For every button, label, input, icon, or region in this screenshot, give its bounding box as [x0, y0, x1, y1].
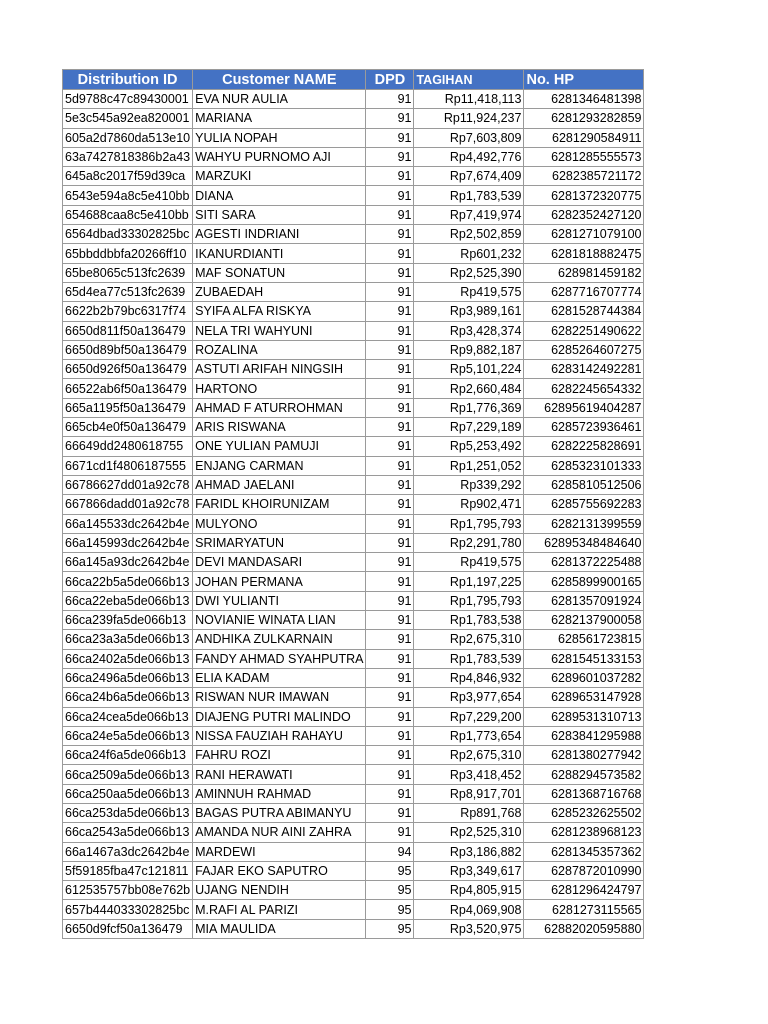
cell-customer-name[interactable]: SYIFA ALFA RISKYA [193, 302, 366, 321]
cell-dpd[interactable]: 95 [366, 900, 414, 919]
cell-tagihan[interactable]: Rp419,575 [414, 553, 524, 572]
table-row [63, 244, 644, 263]
cell-dpd[interactable]: 91 [366, 360, 414, 379]
cell-dpd[interactable]: 91 [366, 495, 414, 514]
cell-dpd[interactable]: 91 [366, 533, 414, 552]
cell-no-hp[interactable]: 6281528744384 [524, 302, 644, 321]
cell-tagihan[interactable]: Rp3,418,452 [414, 765, 524, 784]
table-row [63, 360, 644, 379]
cell-tagihan[interactable]: Rp1,776,369 [414, 398, 524, 417]
cell-no-hp[interactable]: 6282137900058 [524, 611, 644, 630]
cell-customer-name[interactable]: AHMAD F ATURROHMAN [193, 398, 366, 417]
cell-customer-name[interactable]: HARTONO [193, 379, 366, 398]
cell-distribution-id[interactable]: 605a2d7860da513e10 [63, 128, 193, 147]
cell-no-hp[interactable]: 6281293282859 [524, 109, 644, 128]
header-dpd[interactable]: DPD [366, 70, 414, 90]
table-row [63, 803, 644, 822]
cell-tagihan[interactable]: Rp601,232 [414, 244, 524, 263]
header-customer-name[interactable]: Customer NAME [193, 70, 366, 90]
cell-dpd[interactable]: 95 [366, 919, 414, 938]
cell-customer-name[interactable]: BAGAS PUTRA ABIMANYU [193, 803, 366, 822]
cell-no-hp[interactable]: 6289531310713 [524, 707, 644, 726]
table-row [63, 919, 644, 938]
cell-customer-name[interactable]: MARZUKI [193, 167, 366, 186]
cell-customer-name[interactable]: ROZALINA [193, 340, 366, 359]
cell-customer-name[interactable]: MULYONO [193, 514, 366, 533]
cell-tagihan[interactable]: Rp419,575 [414, 282, 524, 301]
cell-customer-name[interactable]: UJANG NENDIH [193, 881, 366, 900]
cell-distribution-id[interactable]: 66ca22b5a5de066b13 [63, 572, 193, 591]
cell-no-hp[interactable]: 6285810512506 [524, 475, 644, 494]
cell-no-hp[interactable]: 62895348484640 [524, 533, 644, 552]
table-row [63, 611, 644, 630]
cell-dpd[interactable]: 95 [366, 861, 414, 880]
cell-no-hp[interactable]: 6285264607275 [524, 340, 644, 359]
cell-dpd[interactable]: 95 [366, 881, 414, 900]
cell-distribution-id[interactable]: 66ca24b6a5de066b13 [63, 688, 193, 707]
cell-dpd[interactable]: 91 [366, 109, 414, 128]
table-row [63, 379, 644, 398]
table-row [63, 282, 644, 301]
cell-dpd[interactable]: 91 [366, 302, 414, 321]
table-row [63, 688, 644, 707]
cell-customer-name[interactable]: SITI SARA [193, 205, 366, 224]
cell-no-hp[interactable]: 6281545133153 [524, 649, 644, 668]
table-row [63, 630, 644, 649]
cell-distribution-id[interactable]: 66ca22eba5de066b13 [63, 591, 193, 610]
cell-no-hp[interactable]: 6289653147928 [524, 688, 644, 707]
table-row [63, 553, 644, 572]
cell-no-hp[interactable]: 6282245654332 [524, 379, 644, 398]
cell-tagihan[interactable]: Rp2,675,310 [414, 746, 524, 765]
cell-no-hp[interactable]: 6281357091924 [524, 591, 644, 610]
cell-distribution-id[interactable]: 6564dbad33302825bc [63, 225, 193, 244]
cell-tagihan[interactable]: Rp3,520,975 [414, 919, 524, 938]
cell-distribution-id[interactable]: 65d4ea77c513fc2639 [63, 282, 193, 301]
cell-distribution-id[interactable]: 66ca23a3a5de066b13 [63, 630, 193, 649]
table-row [63, 225, 644, 244]
table-row [63, 109, 644, 128]
cell-distribution-id[interactable]: 66ca2496a5de066b13 [63, 668, 193, 687]
cell-no-hp[interactable]: 6287716707774 [524, 282, 644, 301]
cell-tagihan[interactable]: Rp3,989,161 [414, 302, 524, 321]
cell-customer-name[interactable]: DWI YULIANTI [193, 591, 366, 610]
cell-dpd[interactable]: 91 [366, 475, 414, 494]
cell-customer-name[interactable]: WAHYU PURNOMO AJI [193, 147, 366, 166]
cell-dpd[interactable]: 91 [366, 823, 414, 842]
cell-no-hp[interactable]: 628981459182 [524, 263, 644, 282]
cell-dpd[interactable]: 91 [366, 630, 414, 649]
table-row [63, 340, 644, 359]
cell-distribution-id[interactable]: 612535757bb08e762b [63, 881, 193, 900]
cell-tagihan[interactable]: Rp1,795,793 [414, 591, 524, 610]
cell-dpd[interactable]: 91 [366, 668, 414, 687]
cell-distribution-id[interactable]: 657b444033302825bc [63, 900, 193, 919]
table-row [63, 167, 644, 186]
cell-dpd[interactable]: 91 [366, 186, 414, 205]
cell-tagihan[interactable]: Rp7,229,200 [414, 707, 524, 726]
cell-dpd[interactable]: 94 [366, 842, 414, 861]
data-table [62, 69, 644, 939]
cell-customer-name[interactable]: MAF SONATUN [193, 263, 366, 282]
cell-distribution-id[interactable]: 65bbddbbfa20266ff10 [63, 244, 193, 263]
table-row [63, 90, 644, 109]
cell-customer-name[interactable]: NISSA FAUZIAH RAHAYU [193, 726, 366, 745]
cell-distribution-id[interactable]: 66ca2509a5de066b13 [63, 765, 193, 784]
cell-dpd[interactable]: 91 [366, 765, 414, 784]
table-row [63, 186, 644, 205]
cell-dpd[interactable]: 91 [366, 321, 414, 340]
cell-customer-name[interactable]: FAHRU ROZI [193, 746, 366, 765]
cell-dpd[interactable]: 91 [366, 553, 414, 572]
cell-dpd[interactable]: 91 [366, 147, 414, 166]
cell-distribution-id[interactable]: 6622b2b79bc6317f74 [63, 302, 193, 321]
cell-tagihan[interactable]: Rp3,977,654 [414, 688, 524, 707]
cell-no-hp[interactable]: 6282131399559 [524, 514, 644, 533]
cell-tagihan[interactable]: Rp9,882,187 [414, 340, 524, 359]
table-row [63, 823, 644, 842]
header-row [63, 70, 644, 90]
cell-dpd[interactable]: 91 [366, 398, 414, 417]
cell-tagihan[interactable]: Rp11,924,237 [414, 109, 524, 128]
cell-dpd[interactable]: 91 [366, 244, 414, 263]
cell-no-hp[interactable]: 6282385721172 [524, 167, 644, 186]
cell-no-hp[interactable]: 6289601037282 [524, 668, 644, 687]
cell-tagihan[interactable]: Rp1,251,052 [414, 456, 524, 475]
cell-tagihan[interactable]: Rp5,253,492 [414, 437, 524, 456]
cell-dpd[interactable]: 91 [366, 746, 414, 765]
table-row [63, 321, 644, 340]
table-row [63, 205, 644, 224]
cell-distribution-id[interactable]: 66ca2402a5de066b13 [63, 649, 193, 668]
table-row [63, 861, 644, 880]
cell-tagihan[interactable]: Rp7,229,189 [414, 418, 524, 437]
cell-dpd[interactable]: 91 [366, 379, 414, 398]
cell-distribution-id[interactable]: 66a145a93dc2642b4e [63, 553, 193, 572]
cell-distribution-id[interactable]: 6650d89bf50a136479 [63, 340, 193, 359]
cell-tagihan[interactable]: Rp4,069,908 [414, 900, 524, 919]
table-row [63, 437, 644, 456]
cell-distribution-id[interactable]: 6650d926f50a136479 [63, 360, 193, 379]
cell-no-hp[interactable]: 6285723936461 [524, 418, 644, 437]
table-row [63, 398, 644, 417]
cell-tagihan[interactable]: Rp339,292 [414, 475, 524, 494]
cell-customer-name[interactable]: JOHAN PERMANA [193, 572, 366, 591]
cell-distribution-id[interactable]: 66ca24e5a5de066b13 [63, 726, 193, 745]
cell-dpd[interactable]: 91 [366, 90, 414, 109]
header-no-hp[interactable]: No. HP [524, 70, 644, 90]
cell-distribution-id[interactable]: 66a145533dc2642b4e [63, 514, 193, 533]
cell-tagihan[interactable]: Rp2,291,780 [414, 533, 524, 552]
cell-no-hp[interactable]: 6281285555573 [524, 147, 644, 166]
cell-customer-name[interactable]: NELA TRI WAHYUNI [193, 321, 366, 340]
cell-no-hp[interactable]: 6282352427120 [524, 205, 644, 224]
cell-no-hp[interactable]: 62895619404287 [524, 398, 644, 417]
cell-dpd[interactable]: 91 [366, 803, 414, 822]
cell-dpd[interactable]: 91 [366, 437, 414, 456]
cell-no-hp[interactable]: 6283142492281 [524, 360, 644, 379]
cell-distribution-id[interactable]: 5e3c545a92ea820001 [63, 109, 193, 128]
cell-dpd[interactable]: 91 [366, 726, 414, 745]
cell-no-hp[interactable]: 6283841295988 [524, 726, 644, 745]
cell-tagihan[interactable]: Rp5,101,224 [414, 360, 524, 379]
cell-customer-name[interactable]: NOVIANIE WINATA LIAN [193, 611, 366, 630]
cell-dpd[interactable]: 91 [366, 205, 414, 224]
cell-customer-name[interactable]: YULIA NOPAH [193, 128, 366, 147]
table-row [63, 456, 644, 475]
table-row [63, 533, 644, 552]
table-row [63, 842, 644, 861]
table-row [63, 572, 644, 591]
header-distribution-id[interactable]: Distribution ID [63, 70, 193, 90]
cell-distribution-id[interactable]: 665a1195f50a136479 [63, 398, 193, 417]
cell-distribution-id[interactable]: 645a8c2017f59d39ca [63, 167, 193, 186]
cell-dpd[interactable]: 91 [366, 572, 414, 591]
cell-customer-name[interactable]: EVA NUR AULIA [193, 90, 366, 109]
cell-customer-name[interactable]: MARIANA [193, 109, 366, 128]
cell-no-hp[interactable]: 6281296424797 [524, 881, 644, 900]
cell-tagihan[interactable]: Rp1,197,225 [414, 572, 524, 591]
cell-no-hp[interactable]: 6288294573582 [524, 765, 644, 784]
cell-dpd[interactable]: 91 [366, 688, 414, 707]
cell-customer-name[interactable]: DIANA [193, 186, 366, 205]
cell-no-hp[interactable]: 6281346481398 [524, 90, 644, 109]
cell-no-hp[interactable]: 6282225828691 [524, 437, 644, 456]
cell-tagihan[interactable]: Rp2,525,390 [414, 263, 524, 282]
cell-distribution-id[interactable]: 66ca24cea5de066b13 [63, 707, 193, 726]
cell-dpd[interactable]: 91 [366, 225, 414, 244]
cell-dpd[interactable]: 91 [366, 282, 414, 301]
cell-dpd[interactable]: 91 [366, 167, 414, 186]
cell-no-hp[interactable]: 6281238968123 [524, 823, 644, 842]
cell-no-hp[interactable]: 6282251490622 [524, 321, 644, 340]
table-row [63, 302, 644, 321]
cell-tagihan[interactable]: Rp2,525,310 [414, 823, 524, 842]
table-row [63, 765, 644, 784]
cell-distribution-id[interactable]: 66ca250aa5de066b13 [63, 784, 193, 803]
cell-distribution-id[interactable]: 66a1467a3dc2642b4e [63, 842, 193, 861]
cell-no-hp[interactable]: 6281273115565 [524, 900, 644, 919]
cell-distribution-id[interactable]: 66ca239fa5de066b13 [63, 611, 193, 630]
cell-distribution-id[interactable]: 654688caa8c5e410bb [63, 205, 193, 224]
cell-dpd[interactable]: 91 [366, 611, 414, 630]
cell-customer-name[interactable]: RISWAN NUR IMAWAN [193, 688, 366, 707]
cell-dpd[interactable]: 91 [366, 707, 414, 726]
cell-distribution-id[interactable]: 63a7427818386b2a43 [63, 147, 193, 166]
cell-customer-name[interactable]: ARIS RISWANA [193, 418, 366, 437]
cell-customer-name[interactable]: M.RAFI AL PARIZI [193, 900, 366, 919]
cell-customer-name[interactable]: AMANDA NUR AINI ZAHRA [193, 823, 366, 842]
table-row [63, 475, 644, 494]
table-row [63, 514, 644, 533]
cell-dpd[interactable]: 91 [366, 128, 414, 147]
cell-customer-name[interactable]: DIAJENG PUTRI MALINDO [193, 707, 366, 726]
cell-tagihan[interactable]: Rp7,603,809 [414, 128, 524, 147]
header-tagihan[interactable]: TAGIHAN [414, 70, 524, 90]
cell-no-hp[interactable]: 6281345357362 [524, 842, 644, 861]
cell-tagihan[interactable]: Rp2,675,310 [414, 630, 524, 649]
cell-distribution-id[interactable]: 667866dadd01a92c78 [63, 495, 193, 514]
cell-customer-name[interactable]: ENJANG CARMAN [193, 456, 366, 475]
cell-distribution-id[interactable]: 66a145993dc2642b4e [63, 533, 193, 552]
table-row [63, 726, 644, 745]
cell-tagihan[interactable]: Rp2,502,859 [414, 225, 524, 244]
cell-customer-name[interactable]: AMINNUH RAHMAD [193, 784, 366, 803]
cell-customer-name[interactable]: MIA MAULIDA [193, 919, 366, 938]
cell-no-hp[interactable]: 6281380277942 [524, 746, 644, 765]
cell-customer-name[interactable]: MARDEWI [193, 842, 366, 861]
cell-customer-name[interactable]: ASTUTI ARIFAH NINGSIH [193, 360, 366, 379]
table-row [63, 649, 644, 668]
cell-tagihan[interactable]: Rp2,660,484 [414, 379, 524, 398]
cell-dpd[interactable]: 91 [366, 456, 414, 475]
cell-no-hp[interactable]: 6285232625502 [524, 803, 644, 822]
table-row [63, 418, 644, 437]
cell-tagihan[interactable]: Rp4,846,932 [414, 668, 524, 687]
cell-dpd[interactable]: 91 [366, 784, 414, 803]
cell-tagihan[interactable]: Rp1,773,654 [414, 726, 524, 745]
cell-distribution-id[interactable]: 6671cd1f4806187555 [63, 456, 193, 475]
cell-customer-name[interactable]: RANI HERAWATI [193, 765, 366, 784]
cell-no-hp[interactable]: 6281372320775 [524, 186, 644, 205]
table-row [63, 495, 644, 514]
cell-distribution-id[interactable]: 6650d9fcf50a136479 [63, 919, 193, 938]
cell-no-hp[interactable]: 62882020595880 [524, 919, 644, 938]
cell-distribution-id[interactable]: 66ca24f6a5de066b13 [63, 746, 193, 765]
cell-tagihan[interactable]: Rp3,186,882 [414, 842, 524, 861]
cell-tagihan[interactable]: Rp11,418,113 [414, 90, 524, 109]
table-row [63, 147, 644, 166]
cell-no-hp[interactable]: 6287872010990 [524, 861, 644, 880]
table-row [63, 746, 644, 765]
cell-customer-name[interactable]: AGESTI INDRIANI [193, 225, 366, 244]
cell-distribution-id[interactable]: 65be8065c513fc2639 [63, 263, 193, 282]
cell-no-hp[interactable]: 6285755692283 [524, 495, 644, 514]
cell-no-hp[interactable]: 6285323101333 [524, 456, 644, 475]
cell-distribution-id[interactable]: 66ca2543a5de066b13 [63, 823, 193, 842]
cell-customer-name[interactable]: ANDHIKA ZULKARNAIN [193, 630, 366, 649]
cell-distribution-id[interactable]: 665cb4e0f50a136479 [63, 418, 193, 437]
table-row [63, 128, 644, 147]
cell-tagihan[interactable]: Rp8,917,701 [414, 784, 524, 803]
cell-customer-name[interactable]: DEVI MANDASARI [193, 553, 366, 572]
table-row [63, 668, 644, 687]
cell-no-hp[interactable]: 6281368716768 [524, 784, 644, 803]
cell-distribution-id[interactable]: 66522ab6f50a136479 [63, 379, 193, 398]
cell-tagihan[interactable]: Rp3,428,374 [414, 321, 524, 340]
cell-customer-name[interactable]: AHMAD JAELANI [193, 475, 366, 494]
cell-no-hp[interactable]: 6285899900165 [524, 572, 644, 591]
table-row [63, 707, 644, 726]
cell-tagihan[interactable]: Rp1,783,539 [414, 649, 524, 668]
table-row [63, 881, 644, 900]
cell-no-hp[interactable]: 6281271079100 [524, 225, 644, 244]
cell-tagihan[interactable]: Rp3,349,617 [414, 861, 524, 880]
cell-dpd[interactable]: 91 [366, 514, 414, 533]
cell-no-hp[interactable]: 6281818882475 [524, 244, 644, 263]
cell-distribution-id[interactable]: 66649dd248061875​5 [63, 437, 193, 456]
table-row [63, 900, 644, 919]
cell-tagihan[interactable]: Rp7,419,974 [414, 205, 524, 224]
cell-distribution-id[interactable]: 66ca253da5de066b13 [63, 803, 193, 822]
cell-no-hp[interactable]: 6281372225488 [524, 553, 644, 572]
cell-dpd[interactable]: 91 [366, 263, 414, 282]
cell-customer-name[interactable]: IKANURDIANTI [193, 244, 366, 263]
cell-dpd[interactable]: 91 [366, 340, 414, 359]
cell-distribution-id[interactable]: 6650d811f50a136479 [63, 321, 193, 340]
cell-distribution-id[interactable]: 6543e594a8c5e410bb [63, 186, 193, 205]
cell-tagihan[interactable]: Rp902,471 [414, 495, 524, 514]
cell-tagihan[interactable]: Rp1,783,539 [414, 186, 524, 205]
cell-dpd[interactable]: 91 [366, 649, 414, 668]
cell-no-hp[interactable]: 628561723815 [524, 630, 644, 649]
cell-customer-name[interactable]: ZUBAEDAH [193, 282, 366, 301]
cell-distribution-id[interactable]: 5f59185fba47c121811 [63, 861, 193, 880]
cell-tagihan[interactable]: Rp7,674,409 [414, 167, 524, 186]
cell-dpd[interactable]: 91 [366, 418, 414, 437]
cell-distribution-id[interactable]: 5d9788c47c89430001 [63, 90, 193, 109]
cell-customer-name[interactable]: SRIMARYATUN [193, 533, 366, 552]
cell-tagihan[interactable]: Rp4,805,915 [414, 881, 524, 900]
cell-customer-name[interactable]: FARIDL KHOIRUNIZAM [193, 495, 366, 514]
cell-no-hp[interactable]: 6281290584911 [524, 128, 644, 147]
cell-tagihan[interactable]: Rp1,795,793 [414, 514, 524, 533]
cell-tagihan[interactable]: Rp4,492,776 [414, 147, 524, 166]
cell-tagihan[interactable]: Rp1,783,538 [414, 611, 524, 630]
table-row [63, 784, 644, 803]
cell-customer-name[interactable]: ONE YULIAN PAMUJI [193, 437, 366, 456]
cell-customer-name[interactable]: FANDY AHMAD SYAHPUTRA [193, 649, 366, 668]
cell-customer-name[interactable]: FAJAR EKO SAPUTRO [193, 861, 366, 880]
cell-tagihan[interactable]: Rp891,768 [414, 803, 524, 822]
cell-dpd[interactable]: 91 [366, 591, 414, 610]
table-row [63, 263, 644, 282]
cell-distribution-id[interactable]: 66786627dd01a92c78 [63, 475, 193, 494]
cell-customer-name[interactable]: ELIA KADAM [193, 668, 366, 687]
table-row [63, 591, 644, 610]
